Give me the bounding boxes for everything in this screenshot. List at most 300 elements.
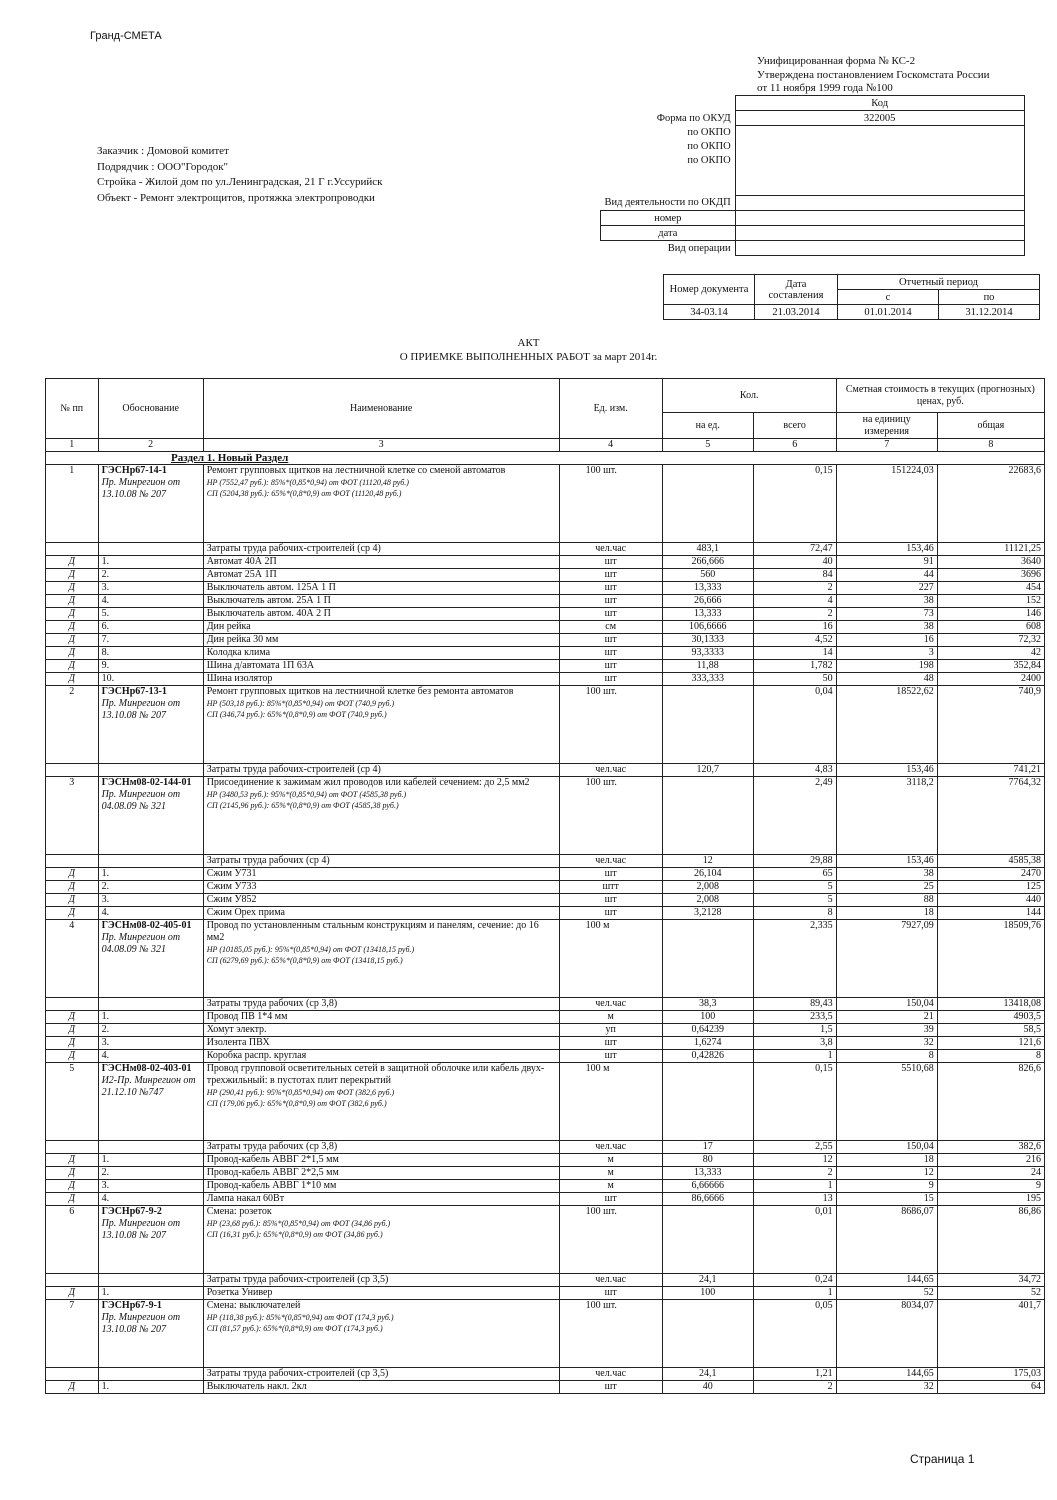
form-header-line: Унифицированная форма № КС-2 xyxy=(757,55,916,67)
profit-note: СП (5204,38 руб.): 65%*(0,8*0,9) от ФОТ (11120,48 руб.) xyxy=(206,489,402,498)
material-name: Изолента ПВХ xyxy=(203,1037,559,1050)
position-name: Провод по установленным стальным конструкциям и панелям, сечение: до 16 мм2 xyxy=(206,920,539,943)
position-total-cost: 826,6 xyxy=(937,1063,1044,1141)
material-index: 1. xyxy=(98,1381,203,1394)
material-mark: Д xyxy=(46,621,99,634)
material-mark: Д xyxy=(46,1193,99,1206)
column-number: 7 xyxy=(836,439,937,452)
material-unit-price: 38 xyxy=(836,621,937,634)
labor-index xyxy=(98,1141,203,1154)
material-name: Сжим Орех прима xyxy=(203,907,559,920)
material-name: Автомат 25А 1П xyxy=(203,569,559,582)
position-row xyxy=(46,1206,1045,1274)
material-per-unit: 0,42826 xyxy=(662,1050,753,1063)
position-reference: Пр. Минрегион от 13.10.08 № 207 xyxy=(101,1218,181,1241)
material-mark: Д xyxy=(46,1381,99,1394)
position-reference: Пр. Минрегион от 04.08.09 № 321 xyxy=(101,789,181,812)
position-code: ГЭСНм08-02-403-01 xyxy=(101,1063,192,1074)
material-index: 3. xyxy=(98,1037,203,1050)
material-mark: Д xyxy=(46,660,99,673)
material-total-cost: 144 xyxy=(937,907,1044,920)
material-per-unit: 560 xyxy=(662,569,753,582)
section-row xyxy=(46,452,1045,465)
page-number: Страница 1 xyxy=(910,1452,975,1466)
material-row xyxy=(46,673,1045,686)
code-header: Код xyxy=(735,96,1024,111)
position-name-cell xyxy=(203,686,559,764)
material-per-unit: 86,6666 xyxy=(662,1193,753,1206)
overhead-note: НР (10185,05 руб.): 95%*(0,85*0,94) от ФОТ (13418,15 руб.) xyxy=(206,945,415,954)
material-name: Дин рейка xyxy=(203,621,559,634)
material-index: 2. xyxy=(98,569,203,582)
material-unit: шт xyxy=(559,1287,662,1300)
material-unit-price: 3 xyxy=(836,647,937,660)
material-total-cost: 3640 xyxy=(937,556,1044,569)
labor-total-cost: 175,03 xyxy=(937,1368,1044,1381)
material-mark: Д xyxy=(46,1180,99,1193)
position-code: ГЭСНм08-02-405-01 xyxy=(101,920,192,931)
col-num: № пп xyxy=(46,379,99,439)
position-row xyxy=(46,1063,1045,1141)
labor-per-unit: 483,1 xyxy=(662,543,753,556)
material-row xyxy=(46,647,1045,660)
labor-per-unit: 17 xyxy=(662,1141,753,1154)
position-per-unit xyxy=(662,777,753,855)
labor-index xyxy=(98,1368,203,1381)
material-row xyxy=(46,621,1045,634)
position-unit-price: 3118,2 xyxy=(836,777,937,855)
labor-index xyxy=(98,855,203,868)
position-code: ГЭСНр67-9-2 xyxy=(101,1206,162,1217)
material-row xyxy=(46,582,1045,595)
material-unit: м xyxy=(559,1167,662,1180)
okpo-value xyxy=(735,126,1024,196)
position-reference: Пр. Минрегион от 04.08.09 № 321 xyxy=(101,932,181,955)
material-total-cost: 2470 xyxy=(937,868,1044,881)
material-total-qty: 1 xyxy=(753,1287,836,1300)
material-index: 4. xyxy=(98,1193,203,1206)
position-code: ГЭСНм08-02-144-01 xyxy=(101,777,192,788)
labor-per-unit: 12 xyxy=(662,855,753,868)
position-number: 3 xyxy=(46,777,99,855)
position-total-cost: 86,86 xyxy=(937,1206,1044,1274)
labor-total-qty: 1,21 xyxy=(753,1368,836,1381)
object: Объект - Ремонт электрощитов, протяжка электропроводки xyxy=(97,191,375,204)
labor-unit-price: 150,04 xyxy=(836,998,937,1011)
labor-mark xyxy=(46,764,99,777)
labor-unit: чел.час xyxy=(559,1141,662,1154)
col-qty: Кол. xyxy=(662,379,836,413)
position-unit: 100 шт. xyxy=(559,465,662,543)
material-index: 9. xyxy=(98,660,203,673)
period-to-label: по xyxy=(939,290,1040,305)
doc-info-table xyxy=(663,274,1040,320)
contract-date-value xyxy=(735,226,1024,241)
profit-note: СП (346,74 руб.): 65%*(0,8*0,9) от ФОТ (740,9 руб.) xyxy=(206,710,387,719)
codes-table xyxy=(600,95,1025,256)
material-unit-price: 16 xyxy=(836,634,937,647)
col-total-qty: всего xyxy=(753,413,836,439)
col-basis: Обоснование xyxy=(98,379,203,439)
material-row xyxy=(46,894,1045,907)
position-name-cell xyxy=(203,1063,559,1141)
labor-row xyxy=(46,1141,1045,1154)
material-row xyxy=(46,1287,1045,1300)
position-name: Смена: розеток xyxy=(206,1206,272,1217)
labor-total-qty: 29,88 xyxy=(753,855,836,868)
position-total-cost: 18509,76 xyxy=(937,920,1044,998)
material-mark: Д xyxy=(46,1024,99,1037)
material-total-cost: 2400 xyxy=(937,673,1044,686)
position-name: Смена: выключателей xyxy=(206,1300,301,1311)
parties-block xyxy=(97,144,383,206)
material-total-cost: 352,84 xyxy=(937,660,1044,673)
profit-note: СП (2145,96 руб.): 65%*(0,8*0,9) от ФОТ (4585,38 руб.) xyxy=(206,801,399,810)
material-total-qty: 16 xyxy=(753,621,836,634)
labor-unit-price: 153,46 xyxy=(836,543,937,556)
material-total-qty: 1 xyxy=(753,1050,836,1063)
position-name-cell xyxy=(203,465,559,543)
material-total-cost: 146 xyxy=(937,608,1044,621)
material-index: 2. xyxy=(98,1024,203,1037)
material-index: 1. xyxy=(98,1011,203,1024)
material-per-unit: 1,6274 xyxy=(662,1037,753,1050)
material-index: 7. xyxy=(98,634,203,647)
labor-total-qty: 2,55 xyxy=(753,1141,836,1154)
contract-number-label: номер xyxy=(601,211,736,226)
position-total-qty: 0,15 xyxy=(753,465,836,543)
material-unit-price: 52 xyxy=(836,1287,937,1300)
material-unit-price: 88 xyxy=(836,894,937,907)
material-total-qty: 3,8 xyxy=(753,1037,836,1050)
material-unit: см xyxy=(559,621,662,634)
material-index: 4. xyxy=(98,595,203,608)
contract-date-label: дата xyxy=(601,226,736,241)
material-index: 1. xyxy=(98,868,203,881)
column-number: 8 xyxy=(937,439,1044,452)
works-table xyxy=(45,378,1045,1394)
labor-unit-price: 153,46 xyxy=(836,764,937,777)
material-per-unit: 100 xyxy=(662,1287,753,1300)
position-total-qty: 0,01 xyxy=(753,1206,836,1274)
column-number: 1 xyxy=(46,439,99,452)
material-per-unit: 6,66666 xyxy=(662,1180,753,1193)
material-index: 3. xyxy=(98,1180,203,1193)
material-row xyxy=(46,660,1045,673)
labor-name: Затраты труда рабочих (ср 3,8) xyxy=(203,998,559,1011)
material-unit: шт xyxy=(559,582,662,595)
material-total-cost: 152 xyxy=(937,595,1044,608)
material-unit: м xyxy=(559,1180,662,1193)
operation-value xyxy=(735,241,1024,256)
form-header-line: от 11 ноября 1999 года №100 xyxy=(757,82,893,94)
period-from: 01.01.2014 xyxy=(838,305,939,320)
material-row xyxy=(46,1154,1045,1167)
column-numbers-row xyxy=(46,439,1045,452)
material-mark: Д xyxy=(46,1011,99,1024)
material-name: Выключатель автом. 40А 2 П xyxy=(203,608,559,621)
material-total-cost: 24 xyxy=(937,1167,1044,1180)
labor-name: Затраты труда рабочих-строителей (ср 3,5) xyxy=(203,1274,559,1287)
position-row xyxy=(46,920,1045,998)
material-unit: шт xyxy=(559,894,662,907)
material-per-unit: 333,333 xyxy=(662,673,753,686)
doc-date: 21.03.2014 xyxy=(755,305,838,320)
material-total-qty: 1 xyxy=(753,1180,836,1193)
position-number: 6 xyxy=(46,1206,99,1274)
material-name: Розетка Универ xyxy=(203,1287,559,1300)
material-name: Шина д/автомата 1П 63А xyxy=(203,660,559,673)
material-per-unit: 106,6666 xyxy=(662,621,753,634)
title-line: О ПРИЕМКЕ ВЫПОЛНЕННЫХ РАБОТ за март 2014г. xyxy=(399,351,658,363)
position-reference: Пр. Минрегион от 13.10.08 № 207 xyxy=(101,477,181,500)
material-index: 2. xyxy=(98,1167,203,1180)
material-unit: м xyxy=(559,1154,662,1167)
material-unit-price: 8 xyxy=(836,1050,937,1063)
material-unit: шт xyxy=(559,1193,662,1206)
material-row xyxy=(46,595,1045,608)
position-reference: Пр. Минрегион от 13.10.08 № 207 xyxy=(101,698,181,721)
form-header-line: Утверждена постановлением Госкомстата России xyxy=(757,68,990,81)
position-total-cost: 7764,32 xyxy=(937,777,1044,855)
material-unit-price: 39 xyxy=(836,1024,937,1037)
material-index: 3. xyxy=(98,894,203,907)
material-name: Шина изолятор xyxy=(203,673,559,686)
position-name-cell xyxy=(203,1300,559,1368)
material-name: Лампа накал 60Вт xyxy=(203,1193,559,1206)
material-mark: Д xyxy=(46,868,99,881)
material-index: 2. xyxy=(98,881,203,894)
material-total-qty: 40 xyxy=(753,556,836,569)
contract-number-value xyxy=(735,211,1024,226)
material-unit-price: 91 xyxy=(836,556,937,569)
position-name: Ремонт групповых щитков на лестничной клетке со сменой автоматов xyxy=(206,465,506,476)
okud-label: Форма по ОКУД xyxy=(656,112,731,124)
material-per-unit: 2,008 xyxy=(662,894,753,907)
material-unit-price: 18 xyxy=(836,907,937,920)
position-unit-price: 151224,03 xyxy=(836,465,937,543)
doc-date-label: Дата составления xyxy=(755,275,838,305)
material-name: Автомат 40А 2П xyxy=(203,556,559,569)
material-mark: Д xyxy=(46,1287,99,1300)
labor-row xyxy=(46,998,1045,1011)
material-total-cost: 195 xyxy=(937,1193,1044,1206)
material-per-unit: 80 xyxy=(662,1154,753,1167)
position-unit: 100 м xyxy=(559,920,662,998)
col-name: Наименование xyxy=(203,379,559,439)
labor-unit: чел.час xyxy=(559,998,662,1011)
material-row xyxy=(46,1024,1045,1037)
material-total-cost: 4903,5 xyxy=(937,1011,1044,1024)
material-total-cost: 72,32 xyxy=(937,634,1044,647)
okpo-label: по ОКПО xyxy=(687,141,731,152)
position-row xyxy=(46,686,1045,764)
position-name: Ремонт групповых щитков на лестничной клетке без ремонта автоматов xyxy=(206,686,514,697)
material-index: 1. xyxy=(98,1154,203,1167)
position-total-qty: 0,04 xyxy=(753,686,836,764)
material-mark: Д xyxy=(46,881,99,894)
material-total-qty: 4,52 xyxy=(753,634,836,647)
labor-row xyxy=(46,764,1045,777)
material-name: Хомут электр. xyxy=(203,1024,559,1037)
material-mark: Д xyxy=(46,608,99,621)
material-index: 4. xyxy=(98,907,203,920)
material-total-qty: 1,5 xyxy=(753,1024,836,1037)
col-unit-price: на единицу измерения xyxy=(836,413,937,439)
material-per-unit: 26,666 xyxy=(662,595,753,608)
material-unit-price: 198 xyxy=(836,660,937,673)
material-total-cost: 42 xyxy=(937,647,1044,660)
labor-total-cost: 4585,38 xyxy=(937,855,1044,868)
material-mark: Д xyxy=(46,595,99,608)
material-total-qty: 2 xyxy=(753,582,836,595)
material-unit: шт xyxy=(559,634,662,647)
position-per-unit xyxy=(662,686,753,764)
labor-unit: чел.час xyxy=(559,764,662,777)
position-name: Присоединение к зажимам жил проводов или кабелей сечением: до 2,5 мм2 xyxy=(206,777,530,788)
position-number: 2 xyxy=(46,686,99,764)
material-unit-price: 227 xyxy=(836,582,937,595)
form-header xyxy=(757,55,989,96)
material-per-unit: 30,1333 xyxy=(662,634,753,647)
position-reference: И2-Пр. Минрегион от 21.12.10 №747 xyxy=(101,1075,196,1098)
material-mark: Д xyxy=(46,907,99,920)
overhead-note: НР (118,38 руб.): 85%*(0,85*0,94) от ФОТ (174,3 руб.) xyxy=(206,1313,394,1322)
labor-name: Затраты труда рабочих-строителей (ср 4) xyxy=(203,764,559,777)
column-number: 3 xyxy=(203,439,559,452)
labor-name: Затраты труда рабочих (ср 3,8) xyxy=(203,1141,559,1154)
material-total-cost: 608 xyxy=(937,621,1044,634)
position-row xyxy=(46,777,1045,855)
material-unit: шт xyxy=(559,556,662,569)
position-basis xyxy=(98,1063,203,1141)
labor-per-unit: 38,3 xyxy=(662,998,753,1011)
position-number: 5 xyxy=(46,1063,99,1141)
labor-row xyxy=(46,1368,1045,1381)
material-index: 6. xyxy=(98,621,203,634)
position-per-unit xyxy=(662,920,753,998)
material-total-cost: 9 xyxy=(937,1180,1044,1193)
material-total-qty: 65 xyxy=(753,868,836,881)
position-basis xyxy=(98,777,203,855)
app-title: Гранд-СМЕТА xyxy=(90,30,162,42)
material-name: Провод-кабель АВВГ 2*1,5 мм xyxy=(203,1154,559,1167)
labor-index xyxy=(98,543,203,556)
labor-unit-price: 144,65 xyxy=(836,1368,937,1381)
material-total-cost: 121,6 xyxy=(937,1037,1044,1050)
material-index: 8. xyxy=(98,647,203,660)
doc-number: 34-03.14 xyxy=(664,305,755,320)
material-mark: Д xyxy=(46,634,99,647)
title-line: АКТ xyxy=(517,337,540,349)
position-code: ГЭСНр67-14-1 xyxy=(101,465,167,476)
material-unit: шт xyxy=(559,1381,662,1394)
material-total-cost: 58,5 xyxy=(937,1024,1044,1037)
col-total-cost: общая xyxy=(937,413,1044,439)
material-total-qty: 4 xyxy=(753,595,836,608)
material-per-unit: 40 xyxy=(662,1381,753,1394)
material-unit: шт xyxy=(559,868,662,881)
customer: Заказчик : Домовой комитет xyxy=(97,145,229,157)
material-mark: Д xyxy=(46,569,99,582)
material-total-cost: 8 xyxy=(937,1050,1044,1063)
period-to: 31.12.2014 xyxy=(939,305,1040,320)
material-unit-price: 15 xyxy=(836,1193,937,1206)
material-unit-price: 73 xyxy=(836,608,937,621)
material-per-unit: 2,008 xyxy=(662,881,753,894)
material-row xyxy=(46,556,1045,569)
position-unit: 100 шт. xyxy=(559,686,662,764)
column-number: 4 xyxy=(559,439,662,452)
material-total-qty: 2 xyxy=(753,608,836,621)
material-unit: шт xyxy=(559,608,662,621)
material-row xyxy=(46,1381,1045,1394)
material-row xyxy=(46,1037,1045,1050)
material-mark: Д xyxy=(46,1167,99,1180)
material-mark: Д xyxy=(46,1050,99,1063)
material-row xyxy=(46,1011,1045,1024)
profit-note: СП (81,57 руб.): 65%*(0,8*0,9) от ФОТ (174,3 руб.) xyxy=(206,1324,383,1333)
labor-unit-price: 150,04 xyxy=(836,1141,937,1154)
labor-total-qty: 72,47 xyxy=(753,543,836,556)
position-total-cost: 401,7 xyxy=(937,1300,1044,1368)
material-total-qty: 233,5 xyxy=(753,1011,836,1024)
material-mark: Д xyxy=(46,582,99,595)
material-unit: шт xyxy=(559,569,662,582)
labor-unit-price: 144,65 xyxy=(836,1274,937,1287)
labor-mark xyxy=(46,1141,99,1154)
labor-total-cost: 382,6 xyxy=(937,1141,1044,1154)
material-total-cost: 125 xyxy=(937,881,1044,894)
material-unit-price: 9 xyxy=(836,1180,937,1193)
position-unit-price: 18522,62 xyxy=(836,686,937,764)
position-total-cost: 22683,6 xyxy=(937,465,1044,543)
position-total-qty: 2,335 xyxy=(753,920,836,998)
material-index: 1. xyxy=(98,1287,203,1300)
material-total-qty: 8 xyxy=(753,907,836,920)
material-total-qty: 50 xyxy=(753,673,836,686)
labor-unit: чел.час xyxy=(559,1368,662,1381)
material-row xyxy=(46,1193,1045,1206)
position-per-unit xyxy=(662,465,753,543)
material-unit-price: 21 xyxy=(836,1011,937,1024)
position-name: Провод групповой осветительных сетей в защитной оболочке или кабель двух-трехжильный: в пустотах плит перекрытий xyxy=(206,1063,545,1086)
labor-index xyxy=(98,1274,203,1287)
material-row xyxy=(46,608,1045,621)
material-unit-price: 48 xyxy=(836,673,937,686)
material-total-cost: 64 xyxy=(937,1381,1044,1394)
column-number: 6 xyxy=(753,439,836,452)
profit-note: СП (16,31 руб.): 65%*(0,8*0,9) от ФОТ (34,86 руб.) xyxy=(206,1230,383,1239)
position-unit: 100 шт. xyxy=(559,777,662,855)
material-unit-price: 18 xyxy=(836,1154,937,1167)
material-unit-price: 32 xyxy=(836,1381,937,1394)
position-basis xyxy=(98,1300,203,1368)
position-unit-price: 5510,68 xyxy=(836,1063,937,1141)
material-total-cost: 3696 xyxy=(937,569,1044,582)
material-name: Выключатель накл. 2кл xyxy=(203,1381,559,1394)
material-name: Провод-кабель АВВГ 2*2,5 мм xyxy=(203,1167,559,1180)
labor-total-qty: 4,83 xyxy=(753,764,836,777)
position-basis xyxy=(98,686,203,764)
position-code: ГЭСНр67-13-1 xyxy=(101,686,167,697)
labor-name: Затраты труда рабочих-строителей (ср 3,5) xyxy=(203,1368,559,1381)
material-mark: Д xyxy=(46,647,99,660)
labor-total-cost: 34,72 xyxy=(937,1274,1044,1287)
material-mark: Д xyxy=(46,1037,99,1050)
material-row xyxy=(46,1050,1045,1063)
labor-name: Затраты труда рабочих-строителей (ср 4) xyxy=(203,543,559,556)
